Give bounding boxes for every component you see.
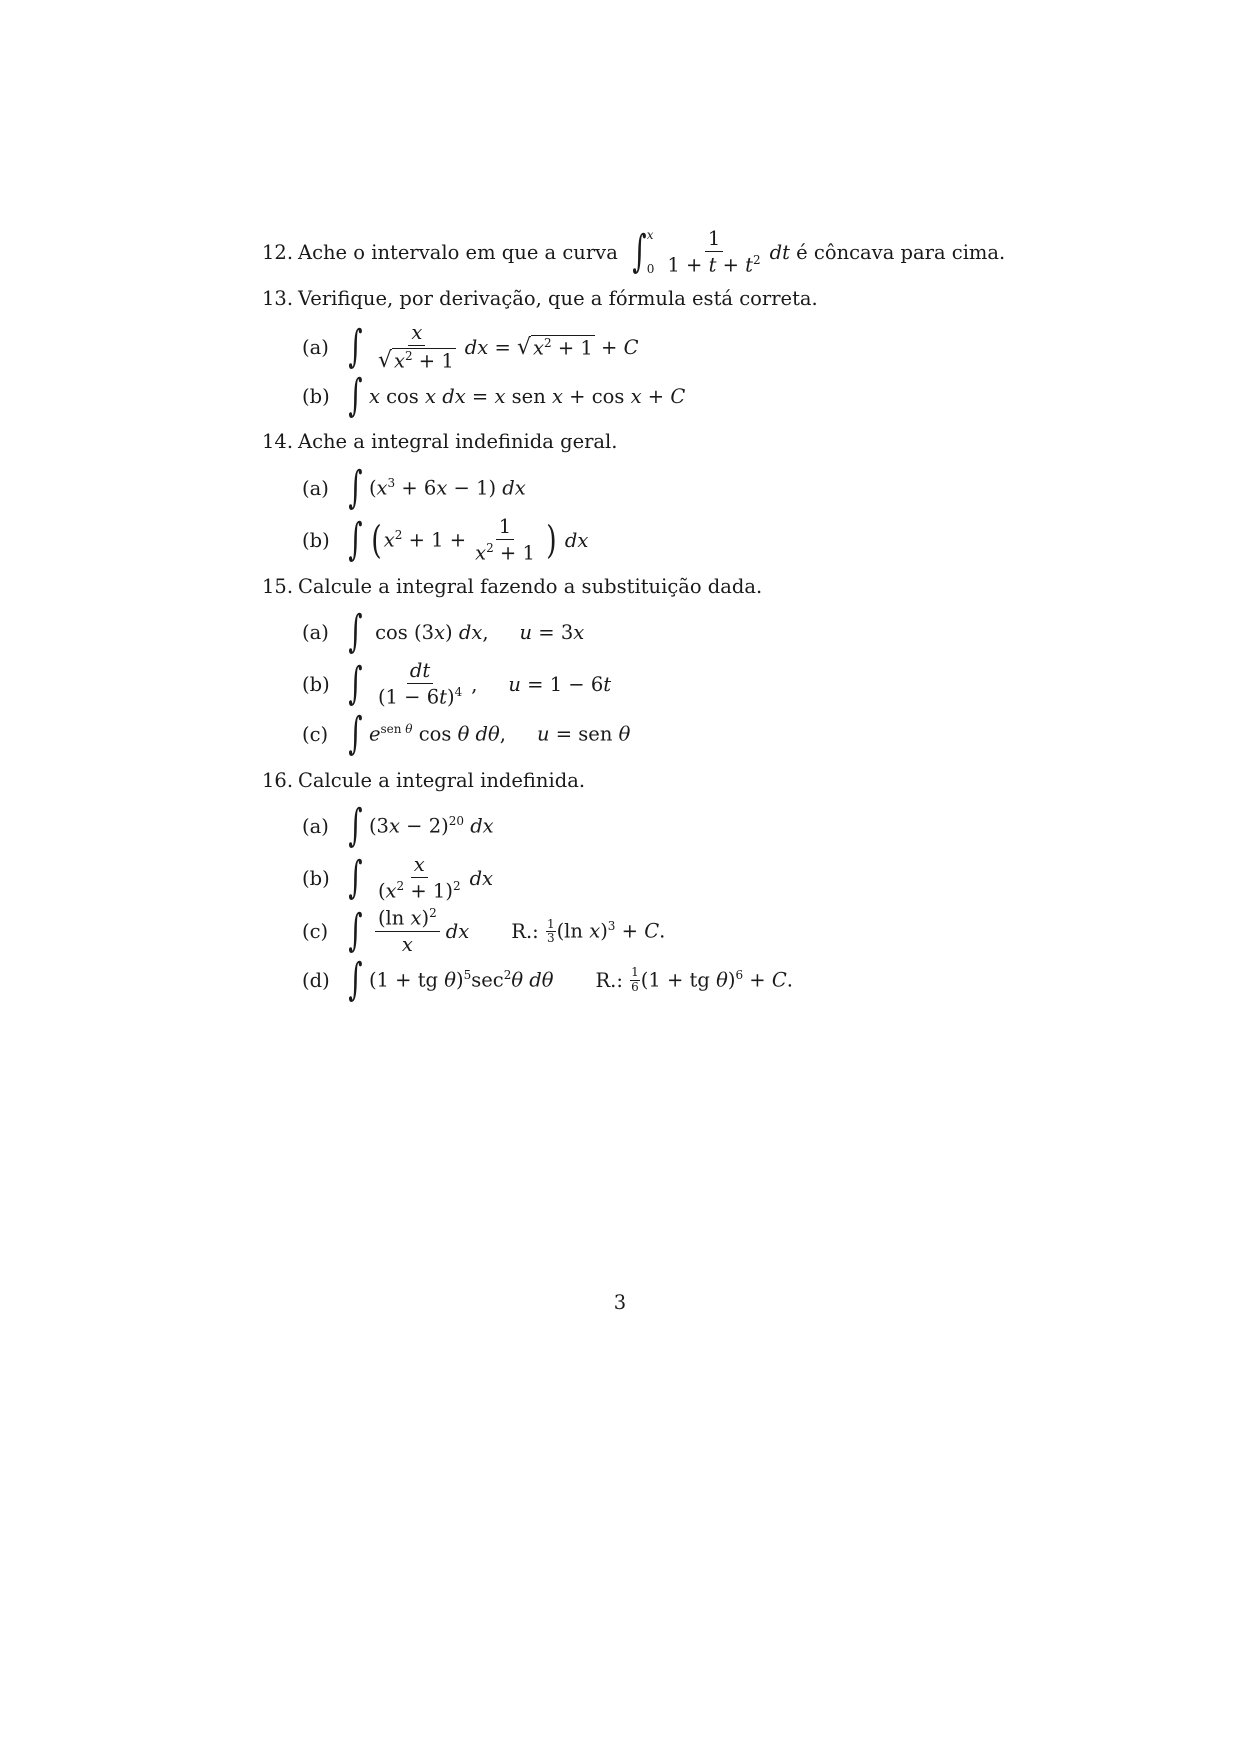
item-label: (b)	[302, 384, 330, 408]
integral-sign: ∫	[348, 370, 363, 421]
problem-13	[262, 287, 818, 310]
item-15a: (a) ∫ cos (3x) dx, u = 3x	[302, 606, 585, 657]
integral-sign: ∫	[348, 462, 363, 513]
item-16b: (b) ∫ $\frac{x}{(x^2 + 1)^2}$ dx	[302, 852, 494, 904]
integral-sign: ∫	[348, 658, 363, 710]
integral-sign: ∫	[348, 514, 363, 566]
integral-limits: x 0	[646, 228, 655, 277]
page-number: 3	[613, 1291, 627, 1314]
problem-15	[262, 575, 762, 598]
item-label: (a)	[302, 620, 329, 644]
item-label: (b)	[302, 528, 330, 552]
item-13a: (a) ∫ x √ $x^2 + 1$ dx = √ $x^2 + 1$ + C	[302, 321, 639, 374]
item-14b: (b) ∫ ( $x^2 + 1$ + $\frac{1}{x^2 + 1}$ ) dx	[302, 514, 589, 566]
problem-text-end: é côncava para cima.	[796, 240, 1006, 264]
integral-sign: ∫	[632, 226, 647, 278]
problem-text: Ache o intervalo em que a curva	[298, 240, 618, 264]
fraction: $\frac{1}{x^2 + 1}$	[475, 515, 535, 565]
problem-text: Ache a integral indefinida geral.	[298, 430, 618, 453]
integral-sign: ∫	[348, 954, 363, 1005]
item-label: (a)	[302, 335, 329, 359]
item-16d: (d) ∫ (1 + tg $\theta)^5\sec^2\theta$ dθ R.: 1 6 (1 + tg θ)$^6$ + C.	[302, 954, 793, 1005]
problem-text: Verifique, por derivação, que a fórmula está correta.	[298, 287, 818, 310]
integral-sign: ∫	[348, 606, 363, 657]
item-label: (a)	[302, 476, 329, 500]
problem-text: Calcule a integral indefinida.	[298, 769, 586, 792]
integral-sign: ∫	[348, 708, 363, 759]
item-label: (d)	[302, 968, 330, 992]
item-label: (c)	[302, 919, 329, 943]
item-16c: (c) ∫ $\frac{(\ln x)^2}{x}$ dx R.: 1 3 (ln x)$^3$ + C.	[302, 905, 666, 957]
problem-12: 12. Ache o intervalo em que a curva ∫ x 0 $\frac{1}{1 + t + t^2}$ dt é côncava para cima.	[262, 226, 1006, 278]
fraction: $\frac{(\ln x)^2}{x}$	[375, 907, 440, 955]
fraction: $\frac{dt}{(1 - 6t)^4}$	[377, 659, 463, 709]
integral-sign: ∫	[348, 321, 363, 373]
item-16a: (a) ∫ $(3x - 2)^{20}$ dx	[302, 800, 494, 851]
item-label: (b)	[302, 866, 330, 890]
integral-sign: ∫	[348, 905, 363, 957]
fraction: $\frac{1}{1 + t + t^2}$	[667, 227, 761, 277]
item-15c: (c) ∫ $e^{sen \theta}$ cos θ dθ, u = sen θ	[302, 708, 631, 759]
item-label: (c)	[302, 722, 329, 746]
problem-number: 15.	[262, 575, 294, 598]
problem-number: 13.	[262, 287, 294, 310]
integral-sign: ∫	[348, 852, 363, 904]
fraction: x √ $x^2 + 1$	[377, 321, 454, 374]
item-label: (b)	[302, 672, 330, 696]
problem-text: Calcule a integral fazendo a substituição dada.	[298, 575, 763, 598]
integral-sign: ∫	[348, 800, 363, 851]
item-13b: (b) ∫ x cos x dx = x sen x + cos x + C	[302, 370, 686, 421]
fraction: $\frac{x}{(x^2 + 1)^2}$	[377, 853, 461, 903]
problem-number: 16.	[262, 769, 294, 792]
problem-number: 12.	[262, 240, 294, 264]
problem-number: 14.	[262, 430, 294, 453]
item-15b: (b) ∫ $\frac{dt}{(1 - 6t)^4}$ , u = 1 − 6t	[302, 658, 612, 710]
answer-label: R.:	[595, 968, 623, 992]
item-14a: (a) ∫ $(x^3 + 6x - 1)$ dx	[302, 462, 526, 513]
problem-16	[262, 769, 585, 792]
item-label: (a)	[302, 814, 329, 838]
answer-label: R.:	[511, 919, 539, 943]
problem-14	[262, 430, 618, 453]
